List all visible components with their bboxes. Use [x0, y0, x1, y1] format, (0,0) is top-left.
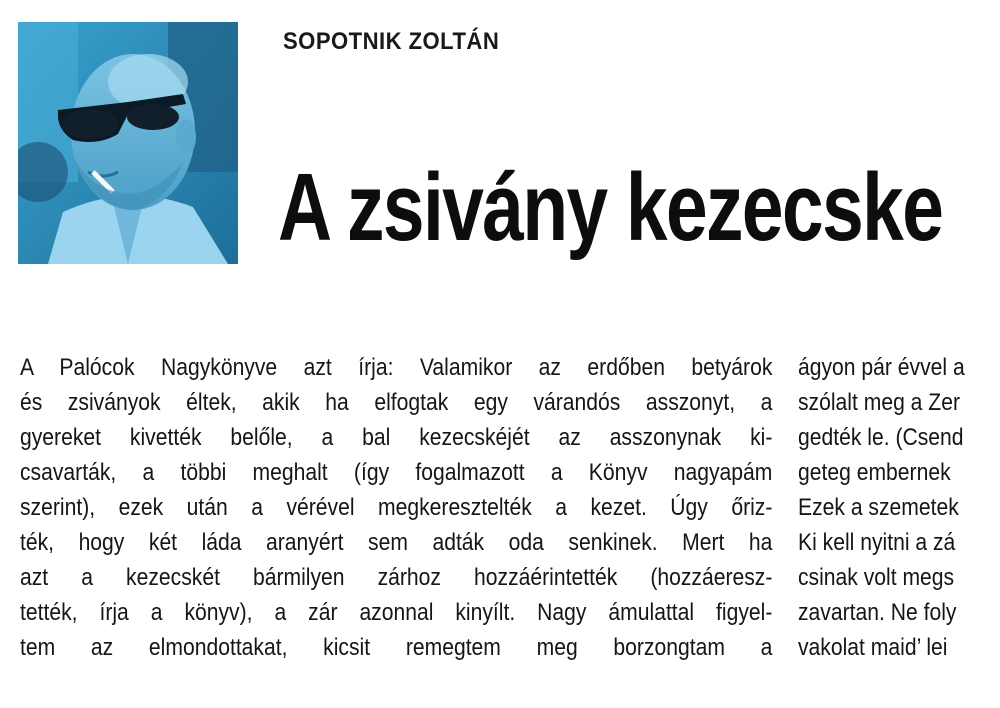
author-name: SOPOTNIK ZOLTÁN [283, 28, 500, 55]
text-line: vakolat maid’ lei [798, 634, 948, 661]
text-line: tették, írja a könyv), a zár azonnal kinyílt. Nagy ámulattal figyel- [20, 599, 773, 626]
text-line: tem az elmondottakat, kicsit remegtem meg borzongtam a [20, 634, 773, 661]
text-line: szólalt meg a Zer [798, 389, 960, 416]
text-line: csavarták, a többi meghalt (így fogalmazott a Könyv nagyapám [20, 459, 773, 486]
text-line: szerint), ezek után a vérével megkeresztelték a kezet. Úgy őriz- [20, 494, 773, 521]
text-line: ágyon pár évvel a [798, 354, 965, 381]
text-line: ték, hogy két láda aranyért sem adták oda senkinek. Mert ha [20, 529, 773, 556]
text-line: A Palócok Nagykönyve azt írja: Valamikor az erdőben betyárok [20, 354, 773, 381]
text-line: geteg embernek [798, 459, 951, 486]
text-line: és zsiványok éltek, akik ha elfogtak egy várandós asszonyt, a [20, 389, 773, 416]
article-headline: A zsivány kezecske [278, 154, 943, 261]
text-line: zavartan. Ne foly [798, 599, 957, 626]
text-line: csinak volt megs [798, 564, 955, 591]
text-line: gyereket kivették belőle, a bal kezecskéjét az asszonynak ki- [20, 424, 773, 451]
author-photo [18, 22, 238, 264]
text-line: gedték le. (Csend [798, 424, 964, 451]
article-column-1 [20, 350, 772, 665]
text-line: Ki kell nyitni a zá [798, 529, 956, 556]
article-column-2 [798, 350, 1000, 665]
text-line: azt a kezecskét bármilyen zárhoz hozzáérintették (hozzáeresz- [20, 564, 773, 591]
text-line: Ezek a szemetek [798, 494, 959, 521]
author-portrait-photo-icon [18, 22, 238, 264]
